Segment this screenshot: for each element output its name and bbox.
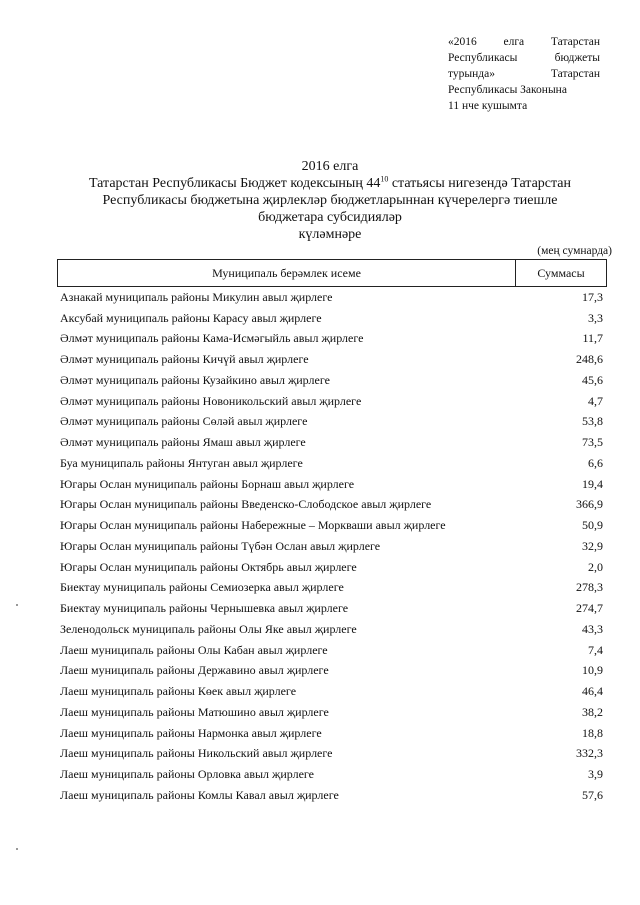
row-municipality-name: Әлмәт муниципаль районы Новоникольский авыл җирлеге: [60, 393, 362, 408]
row-sum-value: 366,9: [576, 497, 603, 512]
title-line-4: бюджетара субсидияләр: [258, 210, 402, 225]
row-municipality-name: Әлмәт муниципаль районы Сөләй авыл җирлеге: [60, 414, 308, 429]
row-municipality-name: Лаеш муниципаль районы Орловка авыл җирлеге: [60, 767, 314, 782]
row-municipality-name: Лаеш муниципаль районы Матюшино авыл җирлеге: [60, 704, 329, 719]
row-sum-value: 38,2: [582, 704, 603, 719]
row-sum-value: 278,3: [576, 580, 603, 595]
row-municipality-name: Әлмәт муниципаль районы Кузайкино авыл җирлеге: [60, 372, 330, 387]
row-municipality-name: Югары Ослан муниципаль районы Введенско-Слободское авыл җирлеге: [60, 497, 432, 512]
table-row: [60, 557, 603, 578]
row-sum-value: 32,9: [582, 538, 603, 553]
table-row: [60, 598, 603, 619]
title-line-2-post: статьясы нигезендә Татарстан: [391, 176, 572, 191]
row-sum-value: 6,6: [588, 455, 603, 470]
column-header-name: Муниципаль берәмлек исеме: [58, 260, 516, 286]
row-municipality-name: Лаеш муниципаль районы Нармонка авыл җирлеге: [60, 725, 322, 740]
table-row: [60, 764, 603, 785]
row-sum-value: 57,6: [582, 787, 603, 802]
row-municipality-name: Югары Ослан муниципаль районы Октябрь авыл җирлеге: [60, 559, 357, 574]
row-municipality-name: Лаеш муниципаль районы Көек авыл җирлеге: [60, 684, 297, 699]
row-sum-value: 18,8: [582, 725, 603, 740]
table-body: [60, 287, 603, 806]
row-sum-value: 7,4: [588, 642, 603, 657]
row-sum-value: 4,7: [588, 393, 603, 408]
row-municipality-name: Аксубай муниципаль районы Карасу авыл җирлеге: [60, 310, 322, 325]
row-municipality-name: Буа муниципаль районы Янтуган авыл җирлеге: [60, 455, 303, 470]
row-sum-value: 53,8: [582, 414, 603, 429]
table-row: [60, 723, 603, 744]
title-line-3: Республикасы бюджетына җирлекләр бюджетларыннан күчерелергә тиешле: [102, 193, 558, 208]
row-municipality-name: Әлмәт муниципаль районы Кичүй авыл җирлеге: [60, 352, 309, 367]
table-row: [60, 536, 603, 557]
scan-mark: [16, 604, 18, 606]
row-sum-value: 45,6: [582, 372, 603, 387]
row-municipality-name: Лаеш муниципаль районы Никольский авыл җирлеге: [60, 746, 333, 761]
table-row: [60, 370, 603, 391]
table-row: [60, 453, 603, 474]
row-sum-value: 17,3: [582, 289, 603, 304]
row-municipality-name: Зеленодольск муниципаль районы Олы Яке авыл җирлеге: [60, 621, 357, 636]
table-row: [60, 349, 603, 370]
row-sum-value: 332,3: [576, 746, 603, 761]
row-municipality-name: Әлмәт муниципаль районы Ямаш авыл җирлеге: [60, 435, 306, 450]
annex-line: 11 нче кушымта: [448, 100, 528, 112]
table-row: [60, 702, 603, 723]
row-sum-value: 10,9: [582, 663, 603, 678]
row-sum-value: 73,5: [582, 435, 603, 450]
row-sum-value: 43,3: [582, 621, 603, 636]
table-row: [60, 785, 603, 806]
row-sum-value: 3,9: [588, 767, 603, 782]
table-row: [60, 391, 603, 412]
row-municipality-name: Югары Ослан муниципаль районы Набережные – Моркваши авыл җирлеге: [60, 518, 446, 533]
table-row: [60, 287, 603, 308]
annex-line: Республикасы бюджеты: [448, 52, 600, 64]
table-row: [60, 308, 603, 329]
unit-note: (мең сумнарда): [537, 245, 612, 257]
title-line-2-pre: Татарстан Республикасы Бюджет кодексының 44: [88, 176, 381, 191]
annex-line: «2016 елга Татарстан: [448, 36, 600, 48]
row-sum-value: 19,4: [582, 476, 603, 491]
table-row: [60, 474, 603, 495]
column-header-sum: Суммасы: [537, 265, 585, 280]
annex-line: Республикасы Законына: [448, 84, 567, 96]
document-title: [40, 158, 620, 243]
row-municipality-name: Лаеш муниципаль районы Олы Кабан авыл җирлеге: [60, 642, 328, 657]
table-row: [60, 661, 603, 682]
row-municipality-name: Лаеш муниципаль районы Комлы Кавал авыл җирлеге: [60, 787, 339, 802]
table-header: [57, 259, 607, 287]
row-sum-value: 274,7: [576, 601, 603, 616]
row-municipality-name: Азнакай муниципаль районы Микулин авыл җирлеге: [60, 289, 333, 304]
row-municipality-name: Югары Ослан муниципаль районы Борнаш авыл җирлеге: [60, 476, 355, 491]
row-municipality-name: Лаеш муниципаль районы Державино авыл җирлеге: [60, 663, 329, 678]
table-row: [60, 495, 603, 516]
table-row: [60, 432, 603, 453]
table-row: [60, 329, 603, 350]
row-sum-value: 11,7: [582, 331, 603, 346]
row-municipality-name: Әлмәт муниципаль районы Кама-Исмәгыйль авыл җирлеге: [60, 331, 364, 346]
table-row: [60, 578, 603, 599]
annex-line: турында» Татарстан: [448, 68, 600, 80]
table-row: [60, 744, 603, 765]
table-row: [60, 681, 603, 702]
table-row: [60, 412, 603, 433]
table-row: [60, 640, 603, 661]
table-row: [60, 515, 603, 536]
row-municipality-name: Биектау муниципаль районы Чернышевка авыл җирлеге: [60, 601, 349, 616]
row-municipality-name: Биектау муниципаль районы Семиозерка авыл җирлеге: [60, 580, 344, 595]
annex-note: [448, 34, 600, 114]
article-superscript: 10: [380, 174, 389, 184]
row-sum-value: 2,0: [588, 559, 603, 574]
row-sum-value: 50,9: [582, 518, 603, 533]
row-municipality-name: Югары Ослан муниципаль районы Түбән Ослан авыл җирлеге: [60, 538, 381, 553]
title-year: 2016 елга: [301, 159, 359, 174]
title-line-5: күләмнәре: [298, 227, 362, 242]
row-sum-value: 46,4: [582, 684, 603, 699]
row-sum-value: 3,3: [588, 310, 603, 325]
row-sum-value: 248,6: [576, 352, 603, 367]
title-line-2: [40, 175, 620, 192]
scan-mark: [16, 848, 18, 850]
table-row: [60, 619, 603, 640]
